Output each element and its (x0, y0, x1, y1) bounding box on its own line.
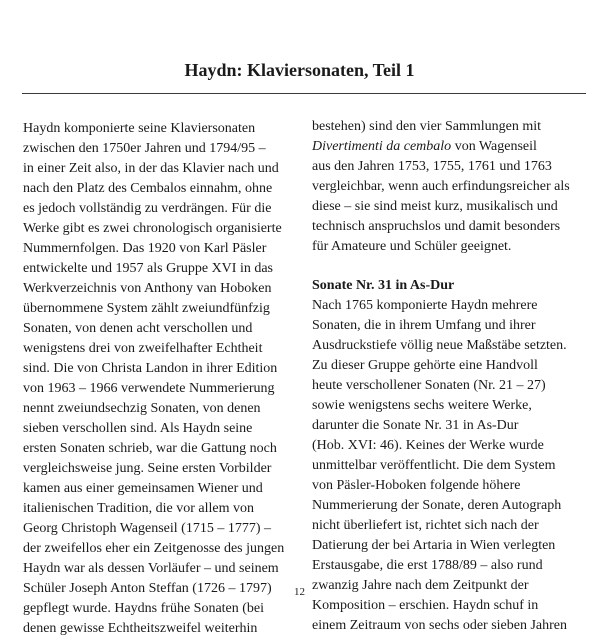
page-title: Haydn: Klaviersonaten, Teil 1 (184, 60, 415, 80)
text-line: Nummerierung der Sonate, deren Autograph (312, 498, 562, 513)
text-line: zwischen den 1750er Jahren und 1794/95 – (23, 141, 266, 156)
text-line: unmittelbar veröffentlicht. Die dem System (312, 458, 556, 473)
text-line: gepflegt wurde. Haydns frühe Sonaten (bei (23, 601, 265, 616)
text-line: Schüler Joseph Anton Steffan (1726 – 1797) (23, 581, 272, 596)
text-line: denen gewisse Echtheitszweifel weiterhin (23, 621, 258, 636)
text-line: von 1963 – 1966 verwendete Nummerierung (23, 381, 275, 396)
text-line: Komposition – erschien. Haydn schuf in (312, 598, 539, 613)
text-line: Werkverzeichnis von Anthony van Hoboken (23, 281, 272, 296)
text-line: aus den Jahren 1753, 1755, 1761 und 1763 (312, 159, 552, 174)
title-divider (22, 93, 586, 94)
text-line: italienischen Tradition, die vor allem von (23, 501, 254, 516)
text-line: bestehen) sind den vier Sammlungen mit (312, 119, 542, 134)
text-line: sind. Die von Christa Landon in ihrer Edition (23, 361, 278, 376)
text-line: Erstausgabe, die erst 1788/89 – also rund (312, 558, 543, 573)
text-line: in einer Zeit also, in der das Klavier nach und (23, 161, 279, 176)
section-heading: Sonate Nr. 31 in As-Dur (312, 278, 455, 293)
text-line: von Päsler-Hoboken folgende höhere (312, 478, 521, 493)
text-fragment: von Wagenseil (451, 139, 537, 154)
text-line: darunter die Sonate Nr. 31 in As-Dur (312, 418, 519, 433)
text-line: für Amateure und Schüler geeignet. (312, 239, 512, 254)
text-line: nennt zweiundsechzig Sonaten, von denen (23, 401, 261, 416)
text-line: Haydn war als dessen Vorläufer – und seinem (23, 561, 279, 576)
text-line: Georg Christoph Wagenseil (1715 – 1777) – (23, 521, 271, 536)
text-line: Sonaten, die in ihrem Umfang und ihrer (312, 318, 536, 333)
text-line: übernommene System zählt zweiundfünfzig (23, 301, 270, 316)
text-line (312, 137, 584, 157)
text-line: kamen aus einer gemeinsamen Wiener und (23, 481, 263, 496)
left-column (23, 119, 295, 639)
text-line: sieben verschollen sind. Als Haydn seine (23, 421, 253, 436)
page-number: 12 (294, 586, 305, 598)
text-line: zwanzig Jahre nach dem Zeitpunkt der (312, 578, 529, 593)
paragraph-gap (312, 257, 584, 276)
text-line: Werke gibt es zwei chronologisch organisierte (23, 221, 282, 236)
text-line: Datierung der bei Artaria in Wien verlegten (312, 538, 556, 553)
text-line: ersten Sonaten schrieb, war die Gattung noch (23, 441, 277, 456)
text-line: entwickelte und 1957 als Gruppe XVI in das (23, 261, 273, 276)
text-line: Sonaten, von denen acht verschollen und (23, 321, 253, 336)
text-line: vergleichbar, wenn auch erfindungsreicher als (312, 179, 570, 194)
text-line: Haydn komponierte seine Klaviersonaten (23, 121, 256, 136)
text-line: (Hob. XVI: 46). Keines der Werke wurde (312, 438, 544, 453)
text-line: heute verschollener Sonaten (Nr. 21 – 27) (312, 378, 546, 393)
text-line: nach den Platz des Cembalos einnahm, ohne (23, 181, 273, 196)
text-line: Ausdruckstiefe völlig neue Maßstäbe setzten. (312, 338, 567, 353)
text-line: wenigstens drei von zweifelhafter Echtheit (23, 341, 263, 356)
text-line: es jedoch vollständig zu verdrängen. Für die (23, 201, 272, 216)
text-line: technisch anspruchslos und damit besonders (312, 219, 561, 234)
text-line: Nach 1765 komponierte Haydn mehrere (312, 298, 538, 313)
work-title-italic: Divertimenti da cembalo (312, 139, 452, 154)
text-line: Zu dieser Gruppe gehörte eine Handvoll (312, 358, 538, 373)
text-line: nicht überliefert ist, richtet sich nach der (312, 518, 539, 533)
right-column (312, 117, 584, 636)
text-line: diese – sie sind meist kurz, musikalisch und (312, 199, 558, 214)
text-line: einem Zeitraum von sechs oder sieben Jahren (312, 618, 568, 633)
text-line: Nummernfolgen. Das 1920 von Karl Päsler (23, 241, 267, 256)
text-line: sowie wenigstens sechs weitere Werke, (312, 398, 532, 413)
text-line: vergleichsweise jung. Seine ersten Vorbilder (23, 461, 272, 476)
text-line: der zweifellos eher ein Zeitgenosse des jungen (23, 541, 285, 556)
